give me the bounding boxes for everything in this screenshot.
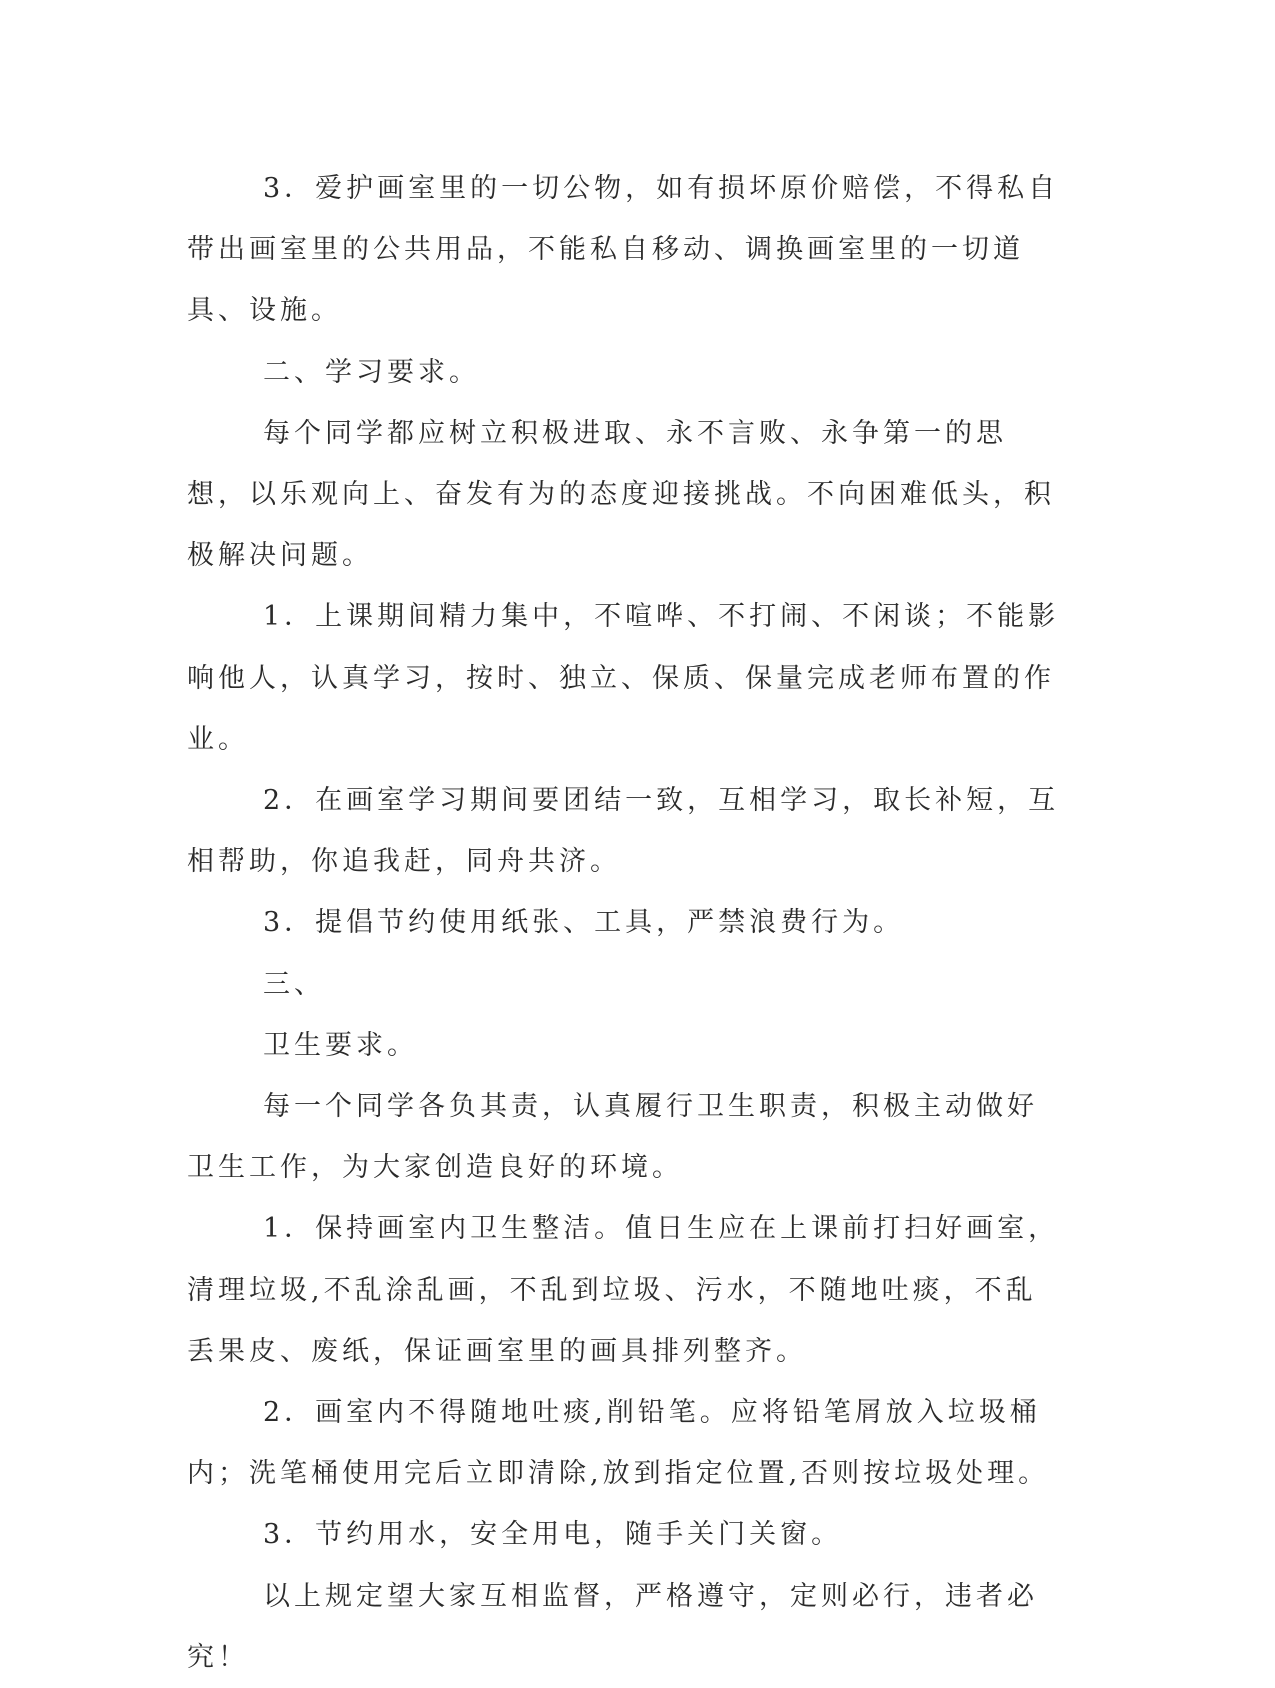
paragraph-hygiene-intro: 每一个同学各负其责，认真履行卫生职责，积极主动做好卫生工作，为大家创造良好的环境。 bbox=[187, 1091, 1038, 1184]
paragraph-study-rule-3: 3．提倡节约使用纸张、工具，严禁浪费行为。 bbox=[263, 907, 905, 939]
document-body bbox=[187, 158, 1067, 1688]
paragraph-hygiene-rule-3: 3．节约用水，安全用电，随手关门关窗。 bbox=[263, 1519, 843, 1551]
heading-hygiene-requirements: 卫生要求。 bbox=[263, 1029, 418, 1061]
paragraph-study-rule-2: 2．在画室学习期间要团结一致，互相学习，取长补短，互相帮助，你追我赶，同舟共济。 bbox=[187, 785, 1060, 878]
paragraph-study-intro: 每个同学都应树立积极进取、永不言败、永争第一的思想，以乐观向上、奋发有为的态度迎接挑战。不向困难低头，积极解决问题。 bbox=[187, 417, 1055, 572]
paragraph-study-rule-1: 1．上课期间精力集中，不喧哗、不打闹、不闲谈；不能影响他人，认真学习，按时、独立、保质、保量完成老师布置的作业。 bbox=[187, 601, 1060, 755]
paragraph-property-care: 3．爱护画室里的一切公物，如有损坏原价赔偿，不得私自带出画室里的公共用品，不能私自移动、调换画室里的一切道具、设施。 bbox=[187, 173, 1060, 327]
paragraph-closing: 以上规定望大家互相监督，严格遵守，定则必行，违者必究！ bbox=[187, 1580, 1038, 1673]
heading-section-three-number: 三、 bbox=[263, 968, 325, 1000]
heading-study-requirements: 二、学习要求。 bbox=[263, 356, 480, 388]
paragraph-hygiene-rule-1: 1．保持画室内卫生整洁。值日生应在上课前打扫好画室，清理垃圾,不乱涂乱画，不乱到垃圾、污水，不随地吐痰，不乱丢果皮、废纸，保证画室里的画具排列整齐。 bbox=[187, 1213, 1060, 1367]
paragraph-hygiene-rule-2: 2．画室内不得随地吐痰,削铅笔。应将铅笔屑放入垃圾桶内；洗笔桶使用完后立即清除,放到指定位置,否则按垃圾处理。 bbox=[187, 1397, 1050, 1490]
